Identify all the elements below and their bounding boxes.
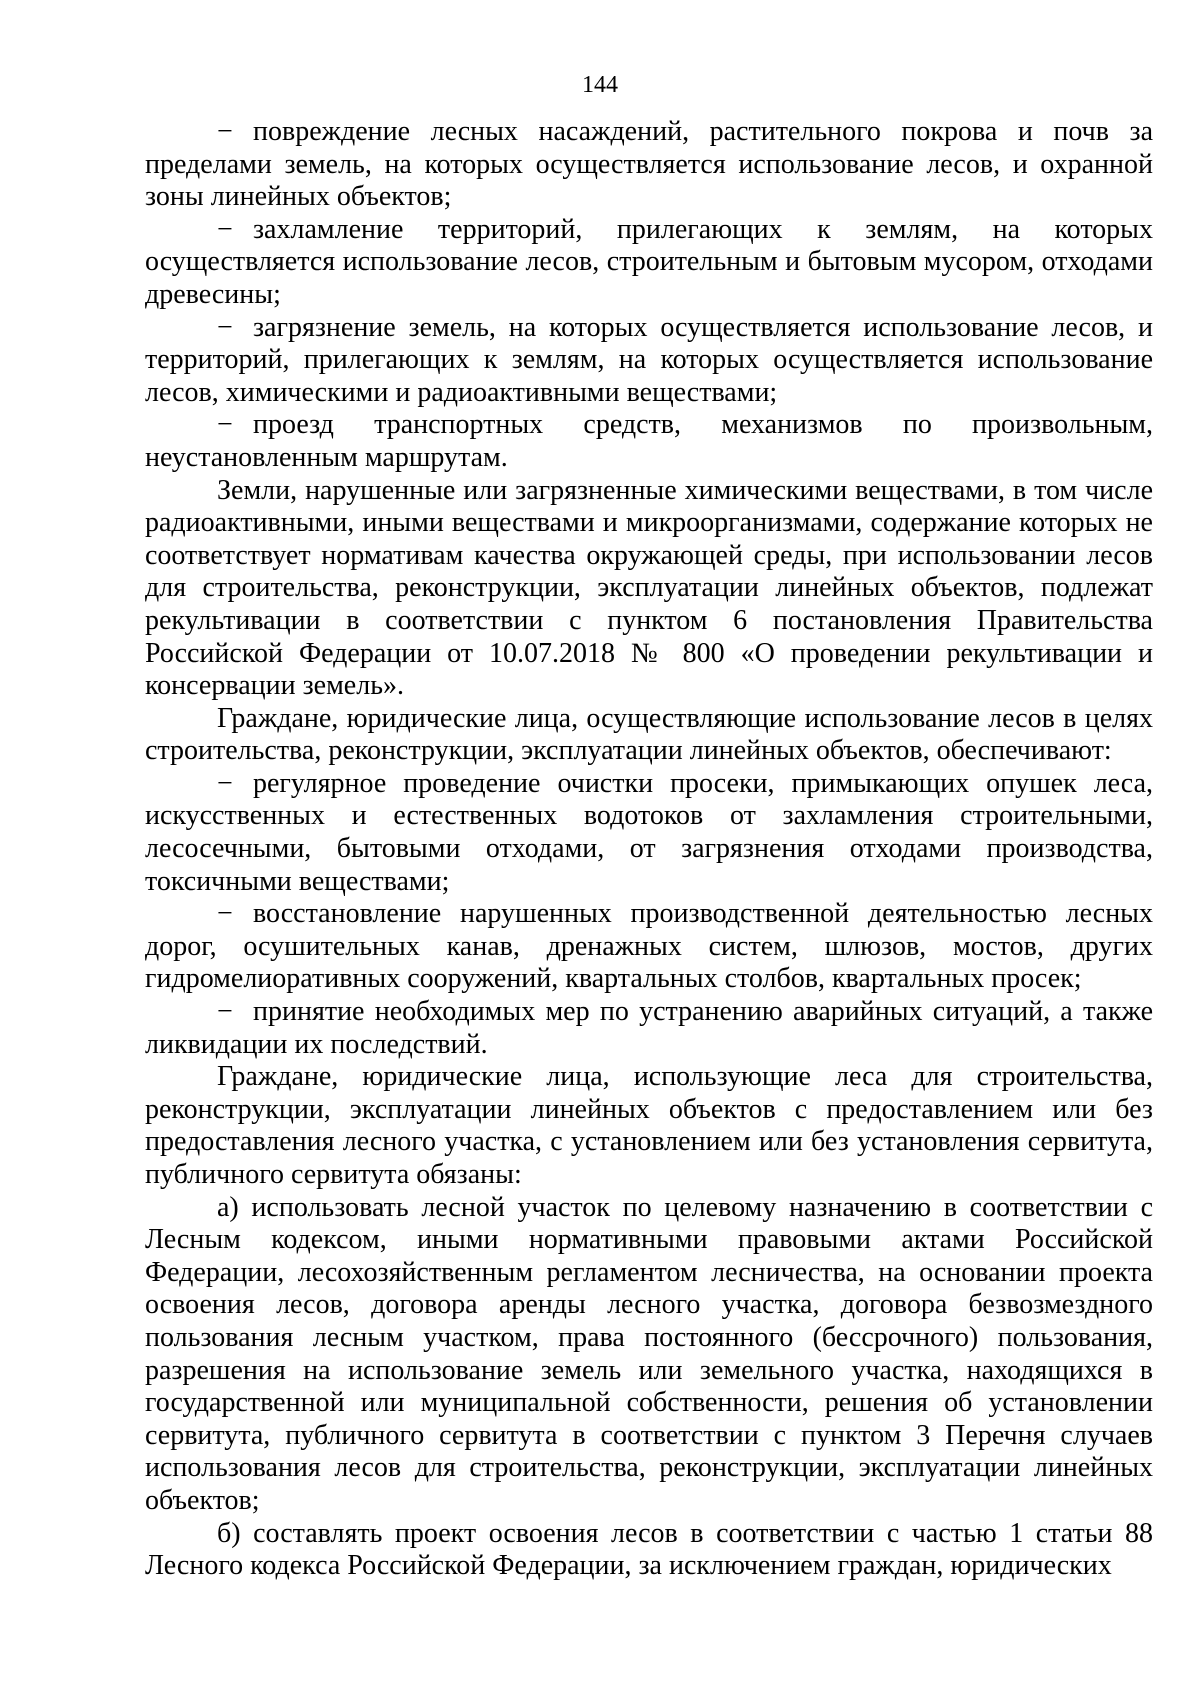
paragraph-text: проезд транспортных средств, механизмов по произвольным, неустановленным маршрутам. (145, 409, 1153, 473)
list-item (145, 768, 1153, 898)
dash-marker: − (217, 311, 233, 343)
paragraph-text: Граждане, юридические лица, осуществляющие использование лесов в целях строительства, реконструкции, эксплуатации линейных объектов, обеспечивают: (145, 702, 1153, 767)
paragraph-text: Граждане, юридические лица, использующие леса для строительства, реконструкции, эксплуатации линейных объектов с предоставлением или без предоставления лесного участка, с установлением или без установления сервитута, публичного сервитута обязаны: (145, 1061, 1153, 1190)
list-item (145, 898, 1153, 996)
dash-marker: − (217, 898, 233, 930)
page-number: 144 (582, 72, 618, 98)
dash-marker: − (217, 996, 233, 1028)
paragraph-text: восстановление нарушенных производственной деятельностью лесных дорог, осушительных канав, дренажных систем, шлюзов, мостов, других гидромелиоративных сооружений, квартальных столбов, квартальных просек; (145, 898, 1153, 995)
list-item (145, 214, 1153, 312)
dash-marker: − (217, 409, 233, 441)
paragraph-text: регулярное проведение очистки просеки, примыкающих опушек леса, искусственных и естественных водотоков от захламления строительными, лесосечными, бытовыми отходами, от загрязнения отходами производства, токсичными веществами; (145, 767, 1153, 897)
paragraph (145, 1518, 1153, 1583)
list-item (145, 996, 1153, 1061)
paragraph (145, 475, 1153, 703)
dash-marker: − (217, 116, 233, 147)
document-body (145, 116, 1153, 1583)
paragraph-text: а) использовать лесной участок по целевому назначению в соответствии с Лесным кодексом, иными нормативными правовыми актами Российской Федерации, лесохозяйственным регламентом лесничества, на основании проекта освоения лесов, договора аренды лесного участка, договора безвозмездного пользования лесным участком, права постоянного (бессрочного) пользования, разрешения на использование земель или земельного участка, находящихся в государственной или муниципальной собственности, решения об установлении сервитута, публичного сервитута в соответствии с пунктом 3 Перечня случаев использования лесов для строительства, реконструкции, эксплуатации линейных объектов; (145, 1191, 1153, 1516)
paragraph (145, 1061, 1153, 1191)
paragraph-text: Земли, нарушенные или загрязненные химическими веществами, в том числе радиоактивными, иными веществами и микроорганизмами, содержание которых не соответствует нормативам качества окружающей среды, при использовании лесов для строительства, реконструкции, эксплуатации линейных объектов, подлежат рекультивации в соответствии с пунктом 6 постановления Правительства Российской Федерации от 10.07.2018 № 800 «О проведении рекультивации и консервации земель». (145, 474, 1153, 702)
paragraph-text: повреждение лесных насаждений, растительного покрова и почв за пределами земель, на которых осуществляется использование лесов, и охранной зоны линейных объектов; (145, 116, 1153, 213)
dash-marker: − (217, 213, 233, 245)
paragraph-text: принятие необходимых мер по устранению аварийных ситуаций, а также ликвидации их последствий. (145, 996, 1153, 1060)
paragraph-text: захламление территорий, прилегающих к землям, на которых осуществляется использование лесов, строительным и бытовым мусором, отходами древесины; (145, 213, 1153, 310)
paragraph (145, 703, 1153, 768)
list-item (145, 312, 1153, 410)
dash-marker: − (217, 767, 233, 799)
paragraph-text: загрязнение земель, на которых осуществляется использование лесов, и территорий, прилегающих к землям, на которых осуществляется использование лесов, химическими и радиоактивными веществами; (145, 311, 1153, 408)
list-item (145, 409, 1153, 474)
paragraph-text: б) составлять проект освоения лесов в соответствии с частью 1 статьи 88 Лесного кодекса Российской Федерации, за исключением граждан, юридических (145, 1517, 1153, 1582)
list-item (145, 116, 1153, 214)
paragraph (145, 1192, 1153, 1518)
